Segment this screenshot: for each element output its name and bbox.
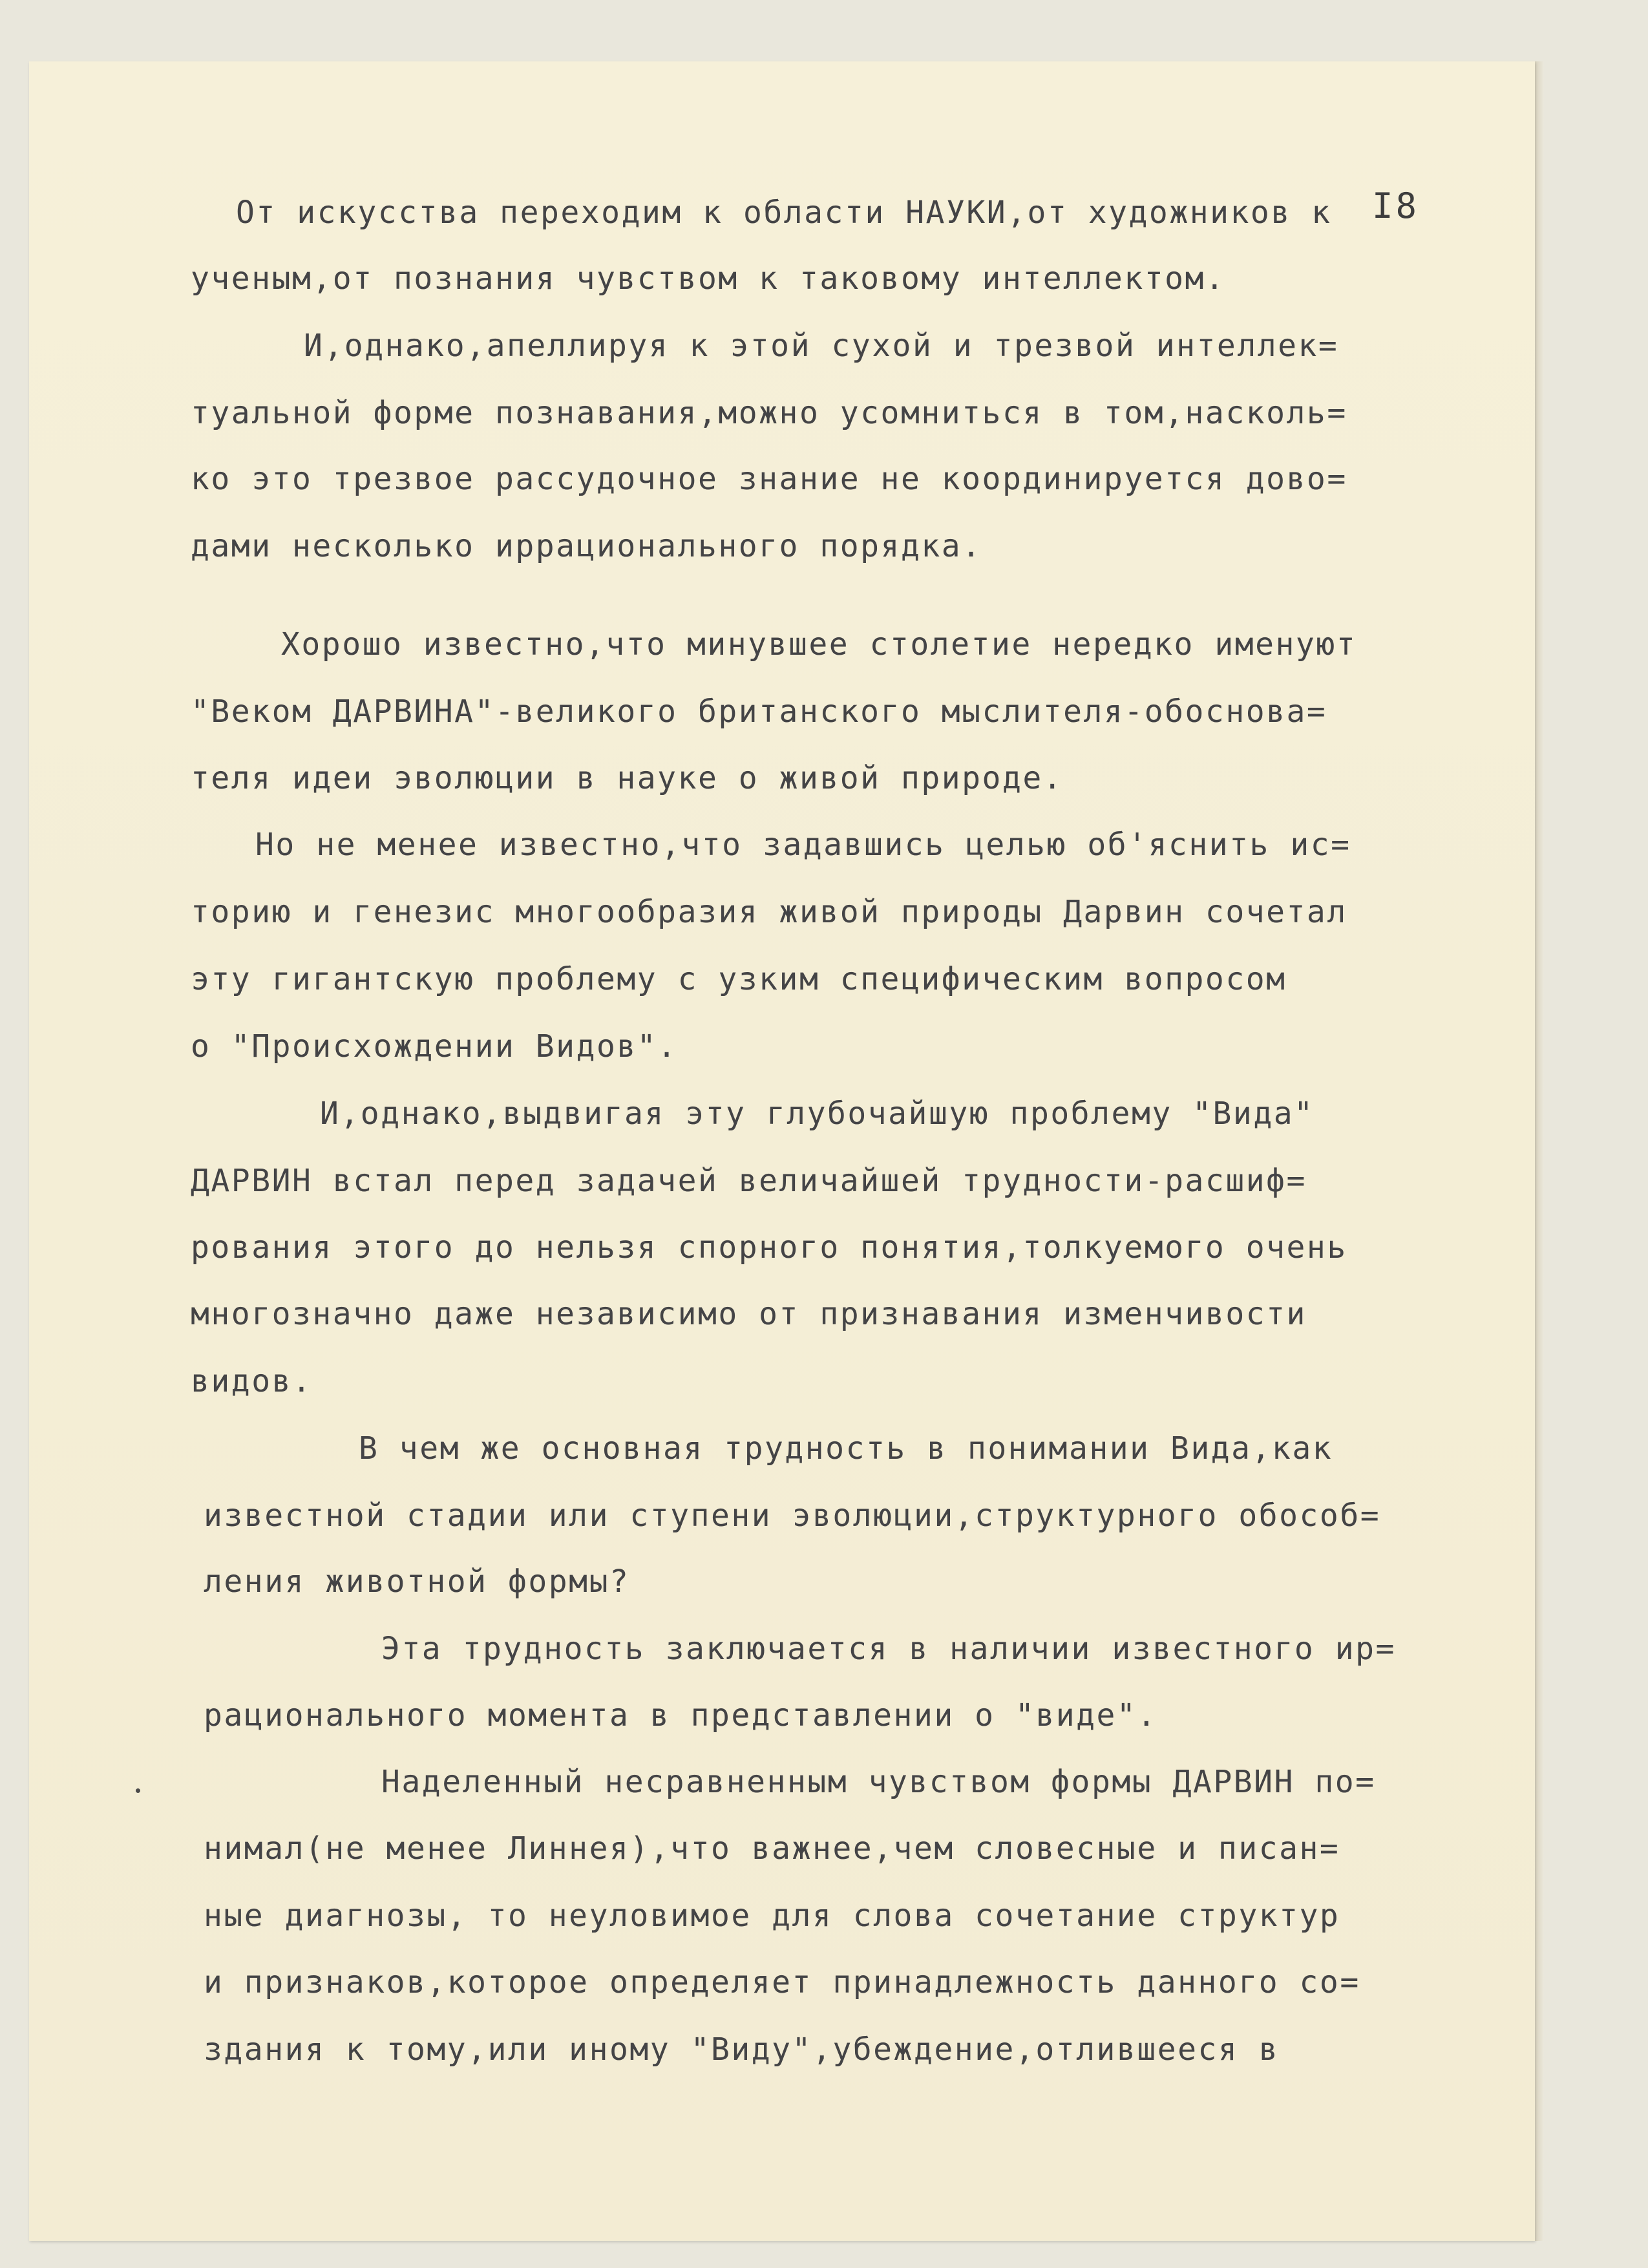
text-line: дами несколько иррационального порядка. [191,528,982,564]
text-line: И,однако,апеллируя к этой сухой и трезвой интеллек= [304,328,1339,364]
text-line: Эта трудность заключается в наличии известного ир= [381,1631,1396,1667]
text-line: торию и генезис многообразия живой природы Дарвин сочетал [191,894,1347,930]
page-edge-shadow [1535,61,1544,2241]
text-line: эту гигантскую проблему с узким специфическим вопросом [191,961,1287,997]
text-line: туальной форме познавания,можно усомниться в том,насколь= [191,395,1347,431]
text-line: о "Происхождении Видов". [191,1028,678,1065]
text-line: Но не менее известно,что задавшись целью об'яснить ис= [255,827,1351,863]
text-line: ДАРВИН встал перед задачей величайшей трудности-расшиф= [191,1163,1307,1199]
page-number: I8 [1372,185,1420,226]
text-line: "Веком ДАРВИНА"-великого британского мыслителя-обоснова= [191,694,1327,730]
text-line: И,однако,выдвигая эту глубочайшую проблему "Вида" [320,1096,1315,1132]
ink-speck [136,1788,140,1793]
text-line: ко это трезвое рассудочное знание не координируется дово= [191,461,1347,497]
text-line: ные диагнозы, то неуловимое для слова сочетание структур [204,1898,1340,1934]
text-line: рационального момента в представлении о "виде". [204,1697,1157,1733]
text-line: От искусства переходим к области НАУКИ,от художников к [236,195,1332,231]
text-line: ления животной формы? [204,1563,630,1600]
text-line: ученым,от познания чувством к таковому интеллектом. [191,260,1226,297]
text-line: теля идеи эволюции в науке о живой природе. [191,760,1064,796]
text-line: В чем же основная трудность в понимании Вида,как [359,1430,1333,1467]
text-line: нимал(не менее Линнея),что важнее,чем словесные и писан= [204,1830,1340,1867]
text-line: рования этого до нельзя спорного понятия,толкуемого очень [191,1229,1347,1266]
text-line: видов. [191,1363,313,1399]
text-line: здания к тому,или иному "Виду",убеждение,отлившееся в [204,2031,1280,2068]
page-text [29,61,1535,2241]
text-line: и признаков,которое определяет принадлежность данного со= [204,1964,1360,2000]
text-line: известной стадии или ступени эволюции,структурного обособ= [204,1498,1381,1534]
text-line: Хорошо известно,что минувшее столетие нередко именуют [281,626,1357,662]
text-line: Наделенный несравненным чувством формы ДАРВИН по= [381,1764,1376,1800]
text-line: многозначно даже независимо от признавания изменчивости [191,1296,1307,1332]
typewritten-page [29,61,1535,2241]
